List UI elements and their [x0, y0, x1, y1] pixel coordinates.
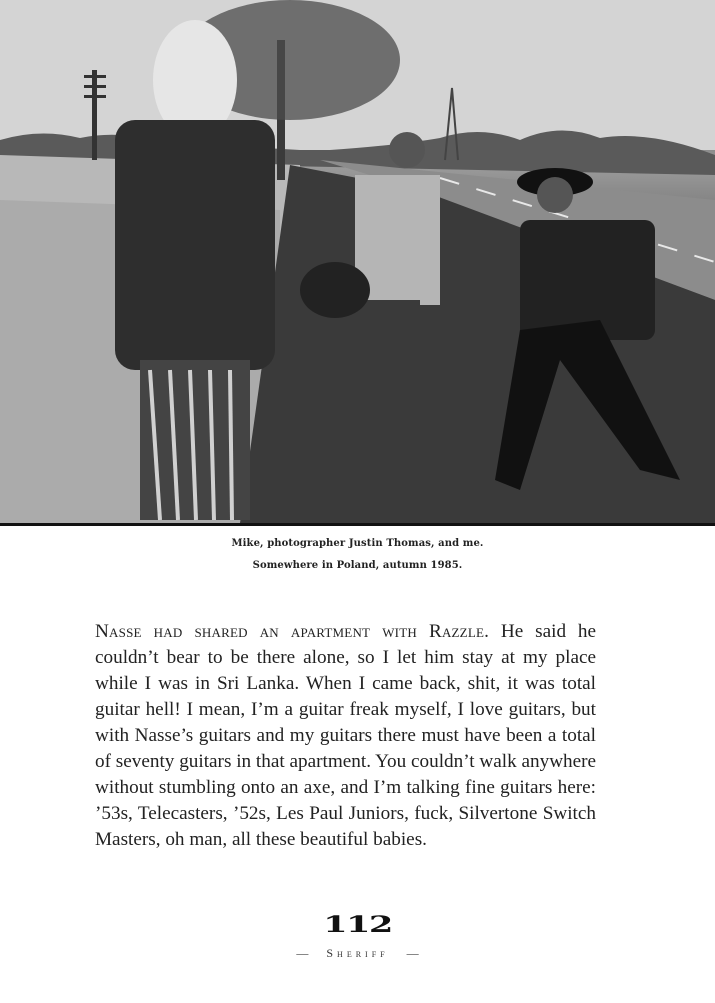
page-number: 112: [323, 912, 392, 938]
body-line-1: Nasse had shared an apartment with Razzle. He said he: [95, 621, 596, 642]
body-paragraph: [95, 619, 596, 853]
running-title: Sheriff: [326, 946, 389, 960]
footer-dash-right: —: [406, 946, 419, 960]
body-line-4: guitar hell! I mean, I’m a guitar freak myself, I love guitars, but: [95, 699, 596, 720]
lead-in-smallcaps: Nasse had shared an apartment with Razzle.: [95, 621, 490, 642]
photo-caption-line-2: Somewhere in Poland, autumn 1985.: [252, 560, 463, 571]
body-line-9: Masters, oh man, all these beautiful babies.: [95, 829, 427, 850]
body-line-8: ’53s, Telecasters, ’52s, Les Paul Juniors, fuck, Silvertone Switch: [95, 803, 596, 824]
photo-caption-line-1: Mike, photographer Justin Thomas, and me.: [231, 538, 484, 549]
footer-dash-left: —: [296, 946, 309, 960]
body-line-7: without stumbling onto an axe, and I’m talking fine guitars here:: [95, 777, 596, 798]
body-line-2: couldn’t bear to be there alone, so I let him stay at my place: [95, 647, 596, 668]
running-footer: [0, 946, 715, 961]
body-line-3: while I was in Sri Lanka. When I came back, shit, it was total: [95, 673, 596, 694]
body-line-6: of seventy guitars in that apartment. You couldn’t walk anywhere: [95, 751, 597, 772]
body-line-5: with Nasse’s guitars and my guitars there must have been a total: [95, 725, 596, 746]
